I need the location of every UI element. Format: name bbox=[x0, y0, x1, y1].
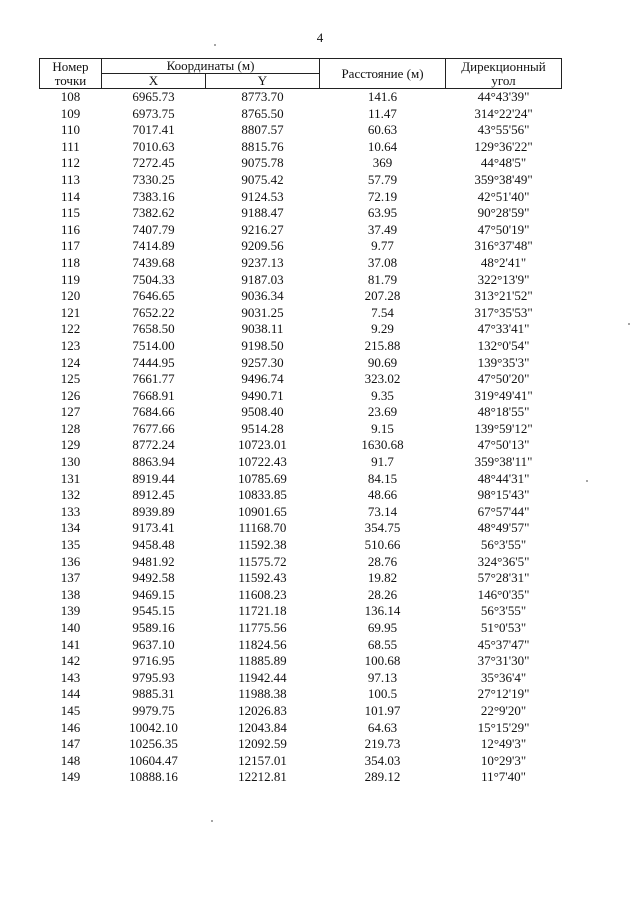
distance-cell: 323.02 bbox=[364, 371, 401, 387]
y-coordinate-cell: 12043.84 bbox=[238, 719, 287, 735]
header-direction-angle bbox=[446, 59, 562, 89]
table-row bbox=[40, 338, 562, 355]
distance-cell: 28.26 bbox=[367, 586, 398, 602]
point-number-cell: 133 bbox=[60, 503, 81, 519]
point-number-cell: 108 bbox=[60, 89, 81, 104]
point-number-cell: 127 bbox=[60, 404, 81, 420]
direction-angle-cell: 67°57'44" bbox=[477, 503, 530, 519]
x-coordinate-cell: 10888.16 bbox=[129, 769, 178, 785]
distance-cell: 9.35 bbox=[371, 387, 394, 403]
y-coordinate-cell: 9514.28 bbox=[241, 420, 284, 436]
distance-cell: 510.66 bbox=[364, 537, 401, 553]
direction-angle-cell: 359°38'11" bbox=[474, 454, 533, 470]
scan-speck bbox=[211, 820, 213, 822]
direction-angle-cell: 317°35'53" bbox=[474, 304, 533, 320]
direction-angle-cell: 322°13'9" bbox=[477, 271, 530, 287]
table-row bbox=[40, 272, 562, 289]
x-coordinate-cell: 7684.66 bbox=[132, 404, 175, 420]
x-coordinate-cell: 7010.63 bbox=[132, 138, 175, 154]
y-coordinate-cell: 9237.13 bbox=[241, 254, 284, 270]
distance-cell: 9.29 bbox=[371, 321, 394, 337]
distance-cell: 136.14 bbox=[364, 603, 401, 619]
point-number-cell: 119 bbox=[60, 271, 81, 287]
y-coordinate-cell: 11942.44 bbox=[238, 669, 287, 685]
distance-cell: 141.6 bbox=[367, 89, 398, 104]
header-angle-line1: Дирекционный bbox=[461, 58, 546, 74]
y-coordinate-cell: 11592.43 bbox=[238, 570, 287, 586]
y-coordinate-cell: 11608.23 bbox=[238, 586, 287, 602]
distance-cell: 354.03 bbox=[364, 752, 401, 768]
distance-cell: 7.54 bbox=[371, 304, 394, 320]
point-number-cell: 135 bbox=[60, 537, 81, 553]
direction-angle-cell: 98°15'43" bbox=[477, 487, 530, 503]
header-point-line2: точки bbox=[54, 72, 87, 88]
table-row bbox=[40, 454, 562, 471]
direction-angle-cell: 56°3'55" bbox=[480, 603, 527, 619]
point-number-cell: 115 bbox=[60, 205, 81, 221]
point-number-cell: 145 bbox=[60, 702, 81, 718]
y-coordinate-cell: 11775.56 bbox=[238, 620, 287, 635]
direction-angle-cell: 48°2'41" bbox=[480, 254, 527, 270]
y-coordinate-cell: 11988.38 bbox=[238, 686, 287, 702]
x-coordinate-cell: 9716.95 bbox=[132, 653, 175, 669]
header-y: Y bbox=[206, 74, 320, 89]
table-row bbox=[40, 670, 562, 687]
table-row bbox=[40, 189, 562, 206]
distance-cell: 84.15 bbox=[367, 470, 398, 486]
table-row bbox=[40, 122, 562, 139]
table-row bbox=[40, 355, 562, 372]
table-row bbox=[40, 720, 562, 737]
point-number-cell: 120 bbox=[60, 288, 81, 304]
distance-cell: 1630.68 bbox=[361, 437, 404, 453]
distance-cell: 48.66 bbox=[367, 487, 398, 503]
table-row bbox=[40, 603, 562, 620]
table-row bbox=[40, 686, 562, 703]
distance-cell: 72.19 bbox=[367, 188, 398, 204]
distance-cell: 57.79 bbox=[367, 171, 398, 187]
direction-angle-cell: 90°28'59" bbox=[477, 205, 530, 221]
x-coordinate-cell: 7514.00 bbox=[132, 337, 175, 353]
distance-cell: 68.55 bbox=[367, 636, 398, 652]
distance-cell: 69.95 bbox=[367, 620, 398, 635]
coordinates-table bbox=[39, 58, 562, 786]
point-number-cell: 137 bbox=[60, 570, 81, 586]
point-number-cell: 142 bbox=[60, 653, 81, 669]
direction-angle-cell: 10°29'3" bbox=[480, 752, 527, 768]
direction-angle-cell: 43°55'56" bbox=[477, 122, 530, 138]
table-row bbox=[40, 637, 562, 654]
x-coordinate-cell: 9885.31 bbox=[132, 686, 175, 702]
distance-cell: 10.64 bbox=[367, 138, 398, 154]
point-number-cell: 128 bbox=[60, 420, 81, 436]
direction-angle-cell: 51°0'53" bbox=[480, 620, 527, 635]
table-row bbox=[40, 371, 562, 388]
x-coordinate-cell: 7407.79 bbox=[132, 221, 175, 237]
point-number-cell: 111 bbox=[61, 138, 80, 154]
distance-cell: 73.14 bbox=[367, 503, 398, 519]
point-number-cell: 141 bbox=[60, 636, 81, 652]
y-coordinate-cell: 9496.74 bbox=[241, 371, 284, 387]
page-number: 4 bbox=[316, 30, 324, 45]
x-coordinate-cell: 10042.10 bbox=[129, 719, 178, 735]
table-row bbox=[40, 587, 562, 604]
point-number-cell: 138 bbox=[60, 586, 81, 602]
x-coordinate-cell: 9979.75 bbox=[132, 702, 175, 718]
x-coordinate-cell: 8912.45 bbox=[132, 487, 175, 503]
y-coordinate-cell: 11721.18 bbox=[238, 603, 287, 619]
direction-angle-cell: 57°28'31" bbox=[477, 570, 530, 586]
table-row bbox=[40, 703, 562, 720]
table-row bbox=[40, 305, 562, 322]
distance-cell: 11.47 bbox=[368, 105, 397, 121]
table-row bbox=[40, 537, 562, 554]
direction-angle-cell: 27°12'19" bbox=[477, 686, 530, 702]
header-x: X bbox=[102, 74, 206, 89]
distance-cell: 60.63 bbox=[367, 122, 398, 138]
table-row bbox=[40, 769, 562, 786]
x-coordinate-cell: 7382.62 bbox=[132, 205, 175, 221]
point-number-cell: 139 bbox=[60, 603, 81, 619]
y-coordinate-cell: 12092.59 bbox=[238, 736, 287, 752]
table-row bbox=[40, 471, 562, 488]
scan-speck bbox=[214, 44, 216, 46]
y-coordinate-cell: 12157.01 bbox=[238, 752, 287, 768]
distance-cell: 19.82 bbox=[367, 570, 398, 586]
y-coordinate-cell: 8773.70 bbox=[241, 89, 284, 104]
table-row bbox=[40, 736, 562, 753]
point-number-cell: 149 bbox=[60, 769, 81, 785]
y-coordinate-cell: 12026.83 bbox=[238, 702, 287, 718]
x-coordinate-cell: 7661.77 bbox=[132, 371, 175, 387]
point-number-cell: 121 bbox=[60, 304, 81, 320]
direction-angle-cell: 12°49'3" bbox=[480, 736, 527, 752]
header-point-line1: Номер bbox=[52, 58, 89, 74]
x-coordinate-cell: 8772.24 bbox=[132, 437, 175, 453]
table-row bbox=[40, 255, 562, 272]
y-coordinate-cell: 9216.27 bbox=[241, 221, 284, 237]
y-coordinate-cell: 9038.11 bbox=[241, 321, 284, 337]
distance-cell: 101.97 bbox=[364, 702, 401, 718]
y-coordinate-cell: 9188.47 bbox=[241, 205, 284, 221]
x-coordinate-cell: 7646.65 bbox=[132, 288, 175, 304]
point-number-cell: 126 bbox=[60, 387, 81, 403]
direction-angle-cell: 44°43'39" bbox=[477, 89, 530, 104]
point-number-cell: 132 bbox=[60, 487, 81, 503]
y-coordinate-cell: 9209.56 bbox=[241, 238, 284, 254]
x-coordinate-cell: 7652.22 bbox=[132, 304, 175, 320]
distance-cell: 369 bbox=[372, 155, 393, 171]
point-number-cell: 112 bbox=[60, 155, 81, 171]
x-coordinate-cell: 7504.33 bbox=[132, 271, 175, 287]
direction-angle-cell: 359°38'49" bbox=[474, 171, 533, 187]
point-number-cell: 117 bbox=[60, 238, 81, 254]
table-row bbox=[40, 222, 562, 239]
table-row bbox=[40, 421, 562, 438]
direction-angle-cell: 37°31'30" bbox=[477, 653, 530, 669]
x-coordinate-cell: 9458.48 bbox=[132, 537, 175, 553]
direction-angle-cell: 132°0'54" bbox=[477, 337, 530, 353]
table-row bbox=[40, 106, 562, 123]
point-number-cell: 118 bbox=[60, 254, 81, 270]
x-coordinate-cell: 7668.91 bbox=[132, 387, 175, 403]
direction-angle-cell: 22°9'20" bbox=[480, 702, 527, 718]
point-number-cell: 113 bbox=[60, 171, 81, 187]
header-coordinates: Координаты (м) bbox=[102, 59, 320, 74]
x-coordinate-cell: 7444.95 bbox=[132, 354, 175, 370]
x-coordinate-cell: 7658.50 bbox=[132, 321, 175, 337]
distance-cell: 219.73 bbox=[364, 736, 401, 752]
x-coordinate-cell: 9492.58 bbox=[132, 570, 175, 586]
y-coordinate-cell: 10785.69 bbox=[238, 470, 287, 486]
x-coordinate-cell: 9481.92 bbox=[132, 553, 175, 569]
distance-cell: 100.5 bbox=[367, 686, 398, 702]
x-coordinate-cell: 9173.41 bbox=[132, 520, 175, 536]
y-coordinate-cell: 9124.53 bbox=[241, 188, 284, 204]
table-row bbox=[40, 139, 562, 156]
y-coordinate-cell: 9075.78 bbox=[241, 155, 284, 171]
x-coordinate-cell: 10604.47 bbox=[129, 752, 178, 768]
distance-cell: 37.08 bbox=[367, 254, 398, 270]
y-coordinate-cell: 12212.81 bbox=[238, 769, 287, 785]
direction-angle-cell: 56°3'55" bbox=[480, 537, 527, 553]
direction-angle-cell: 146°0'35" bbox=[477, 586, 530, 602]
point-number-cell: 122 bbox=[60, 321, 81, 337]
scan-speck bbox=[628, 323, 630, 325]
point-number-cell: 116 bbox=[60, 221, 81, 237]
distance-cell: 64.63 bbox=[367, 719, 398, 735]
y-coordinate-cell: 10901.65 bbox=[238, 503, 287, 519]
x-coordinate-cell: 10256.35 bbox=[129, 736, 178, 752]
table-row bbox=[40, 321, 562, 338]
direction-angle-cell: 48°44'31" bbox=[477, 470, 530, 486]
y-coordinate-cell: 9198.50 bbox=[241, 337, 284, 353]
direction-angle-cell: 129°36'22" bbox=[474, 138, 533, 154]
table-row bbox=[40, 388, 562, 405]
table-row bbox=[40, 554, 562, 571]
distance-cell: 97.13 bbox=[367, 669, 398, 685]
x-coordinate-cell: 9795.93 bbox=[132, 669, 175, 685]
distance-cell: 289.12 bbox=[364, 769, 401, 785]
direction-angle-cell: 324°36'5" bbox=[477, 553, 530, 569]
table-row bbox=[40, 89, 562, 106]
point-number-cell: 146 bbox=[60, 719, 81, 735]
point-number-cell: 109 bbox=[60, 105, 81, 121]
table-row bbox=[40, 504, 562, 521]
x-coordinate-cell: 8919.44 bbox=[132, 470, 175, 486]
y-coordinate-cell: 9187.03 bbox=[241, 271, 284, 287]
point-number-cell: 147 bbox=[60, 736, 81, 752]
table-row bbox=[40, 155, 562, 172]
x-coordinate-cell: 9469.15 bbox=[132, 586, 175, 602]
table-header bbox=[40, 59, 562, 89]
x-coordinate-cell: 9637.10 bbox=[132, 636, 175, 652]
y-coordinate-cell: 11168.70 bbox=[238, 520, 287, 536]
direction-angle-cell: 47°50'19" bbox=[477, 221, 530, 237]
y-coordinate-cell: 8815.76 bbox=[241, 138, 284, 154]
distance-cell: 354.75 bbox=[364, 520, 401, 536]
table-row bbox=[40, 620, 562, 637]
point-number-cell: 129 bbox=[60, 437, 81, 453]
table-row bbox=[40, 570, 562, 587]
y-coordinate-cell: 10723.01 bbox=[238, 437, 287, 453]
x-coordinate-cell: 7414.89 bbox=[132, 238, 175, 254]
y-coordinate-cell: 9075.42 bbox=[241, 171, 284, 187]
distance-cell: 81.79 bbox=[367, 271, 398, 287]
direction-angle-cell: 314°22'24" bbox=[474, 105, 533, 121]
y-coordinate-cell: 11575.72 bbox=[238, 553, 287, 569]
direction-angle-cell: 48°18'55" bbox=[477, 404, 530, 420]
y-coordinate-cell: 11824.56 bbox=[238, 636, 287, 652]
x-coordinate-cell: 7383.16 bbox=[132, 188, 175, 204]
x-coordinate-cell: 9545.15 bbox=[132, 603, 175, 619]
point-number-cell: 124 bbox=[60, 354, 81, 370]
x-coordinate-cell: 7439.68 bbox=[132, 254, 175, 270]
x-coordinate-cell: 7677.66 bbox=[132, 420, 175, 436]
x-coordinate-cell: 9589.16 bbox=[132, 620, 175, 635]
header-angle-line2: угол bbox=[491, 72, 516, 88]
direction-angle-cell: 319°49'41" bbox=[474, 387, 533, 403]
table-row bbox=[40, 404, 562, 421]
distance-cell: 37.49 bbox=[367, 221, 398, 237]
distance-cell: 91.7 bbox=[371, 454, 394, 470]
point-number-cell: 114 bbox=[60, 188, 81, 204]
table-row bbox=[40, 487, 562, 504]
distance-cell: 207.28 bbox=[364, 288, 401, 304]
direction-angle-cell: 45°37'47" bbox=[477, 636, 530, 652]
point-number-cell: 110 bbox=[60, 122, 81, 138]
point-number-cell: 130 bbox=[60, 454, 81, 470]
point-number-cell: 134 bbox=[60, 520, 81, 536]
y-coordinate-cell: 8765.50 bbox=[241, 105, 284, 121]
table-row bbox=[40, 205, 562, 222]
y-coordinate-cell: 11885.89 bbox=[238, 653, 287, 669]
table-row bbox=[40, 288, 562, 305]
direction-angle-cell: 15°15'29" bbox=[477, 719, 530, 735]
y-coordinate-cell: 9031.25 bbox=[241, 304, 284, 320]
point-number-cell: 144 bbox=[60, 686, 81, 702]
table-row bbox=[40, 437, 562, 454]
direction-angle-cell: 139°35'3" bbox=[477, 354, 530, 370]
x-coordinate-cell: 8863.94 bbox=[132, 454, 175, 470]
direction-angle-cell: 47°50'20" bbox=[477, 371, 530, 387]
direction-angle-cell: 47°50'13" bbox=[477, 437, 530, 453]
x-coordinate-cell: 8939.89 bbox=[132, 503, 175, 519]
y-coordinate-cell: 9036.34 bbox=[241, 288, 284, 304]
y-coordinate-cell: 10722.43 bbox=[238, 454, 287, 470]
header-distance: Расстояние (м) bbox=[320, 59, 446, 89]
distance-cell: 9.15 bbox=[371, 420, 394, 436]
direction-angle-cell: 139°59'12" bbox=[474, 420, 533, 436]
table-row bbox=[40, 653, 562, 670]
x-coordinate-cell: 7017.41 bbox=[132, 122, 175, 138]
point-number-cell: 143 bbox=[60, 669, 81, 685]
distance-cell: 90.69 bbox=[367, 354, 398, 370]
table-body bbox=[40, 89, 562, 786]
distance-cell: 63.95 bbox=[367, 205, 398, 221]
distance-cell: 215.88 bbox=[364, 337, 401, 353]
direction-angle-cell: 316°37'48" bbox=[474, 238, 533, 254]
direction-angle-cell: 11°7'40" bbox=[481, 769, 526, 785]
direction-angle-cell: 44°48'5" bbox=[480, 155, 527, 171]
point-number-cell: 125 bbox=[60, 371, 81, 387]
x-coordinate-cell: 7272.45 bbox=[132, 155, 175, 171]
point-number-cell: 148 bbox=[60, 752, 81, 768]
header-point-number bbox=[40, 59, 102, 89]
direction-angle-cell: 35°36'4" bbox=[480, 669, 527, 685]
distance-cell: 28.76 bbox=[367, 553, 398, 569]
direction-angle-cell: 313°21'52" bbox=[474, 288, 533, 304]
table-row bbox=[40, 238, 562, 255]
y-coordinate-cell: 9508.40 bbox=[241, 404, 284, 420]
direction-angle-cell: 47°33'41" bbox=[477, 321, 530, 337]
y-coordinate-cell: 10833.85 bbox=[238, 487, 287, 503]
table-row bbox=[40, 520, 562, 537]
y-coordinate-cell: 8807.57 bbox=[241, 122, 284, 138]
point-number-cell: 136 bbox=[60, 553, 81, 569]
scan-speck bbox=[586, 480, 588, 482]
y-coordinate-cell: 9490.71 bbox=[241, 387, 284, 403]
distance-cell: 23.69 bbox=[367, 404, 398, 420]
distance-cell: 100.68 bbox=[364, 653, 401, 669]
table-row bbox=[40, 753, 562, 770]
x-coordinate-cell: 6973.75 bbox=[132, 105, 175, 121]
direction-angle-cell: 42°51'40" bbox=[477, 188, 530, 204]
x-coordinate-cell: 7330.25 bbox=[132, 171, 175, 187]
table-row bbox=[40, 172, 562, 189]
distance-cell: 9.77 bbox=[371, 238, 394, 254]
point-number-cell: 140 bbox=[60, 620, 81, 635]
y-coordinate-cell: 9257.30 bbox=[241, 354, 284, 370]
x-coordinate-cell: 6965.73 bbox=[132, 89, 175, 104]
point-number-cell: 123 bbox=[60, 337, 81, 353]
point-number-cell: 131 bbox=[60, 470, 81, 486]
y-coordinate-cell: 11592.38 bbox=[238, 537, 287, 553]
direction-angle-cell: 48°49'57" bbox=[477, 520, 530, 536]
